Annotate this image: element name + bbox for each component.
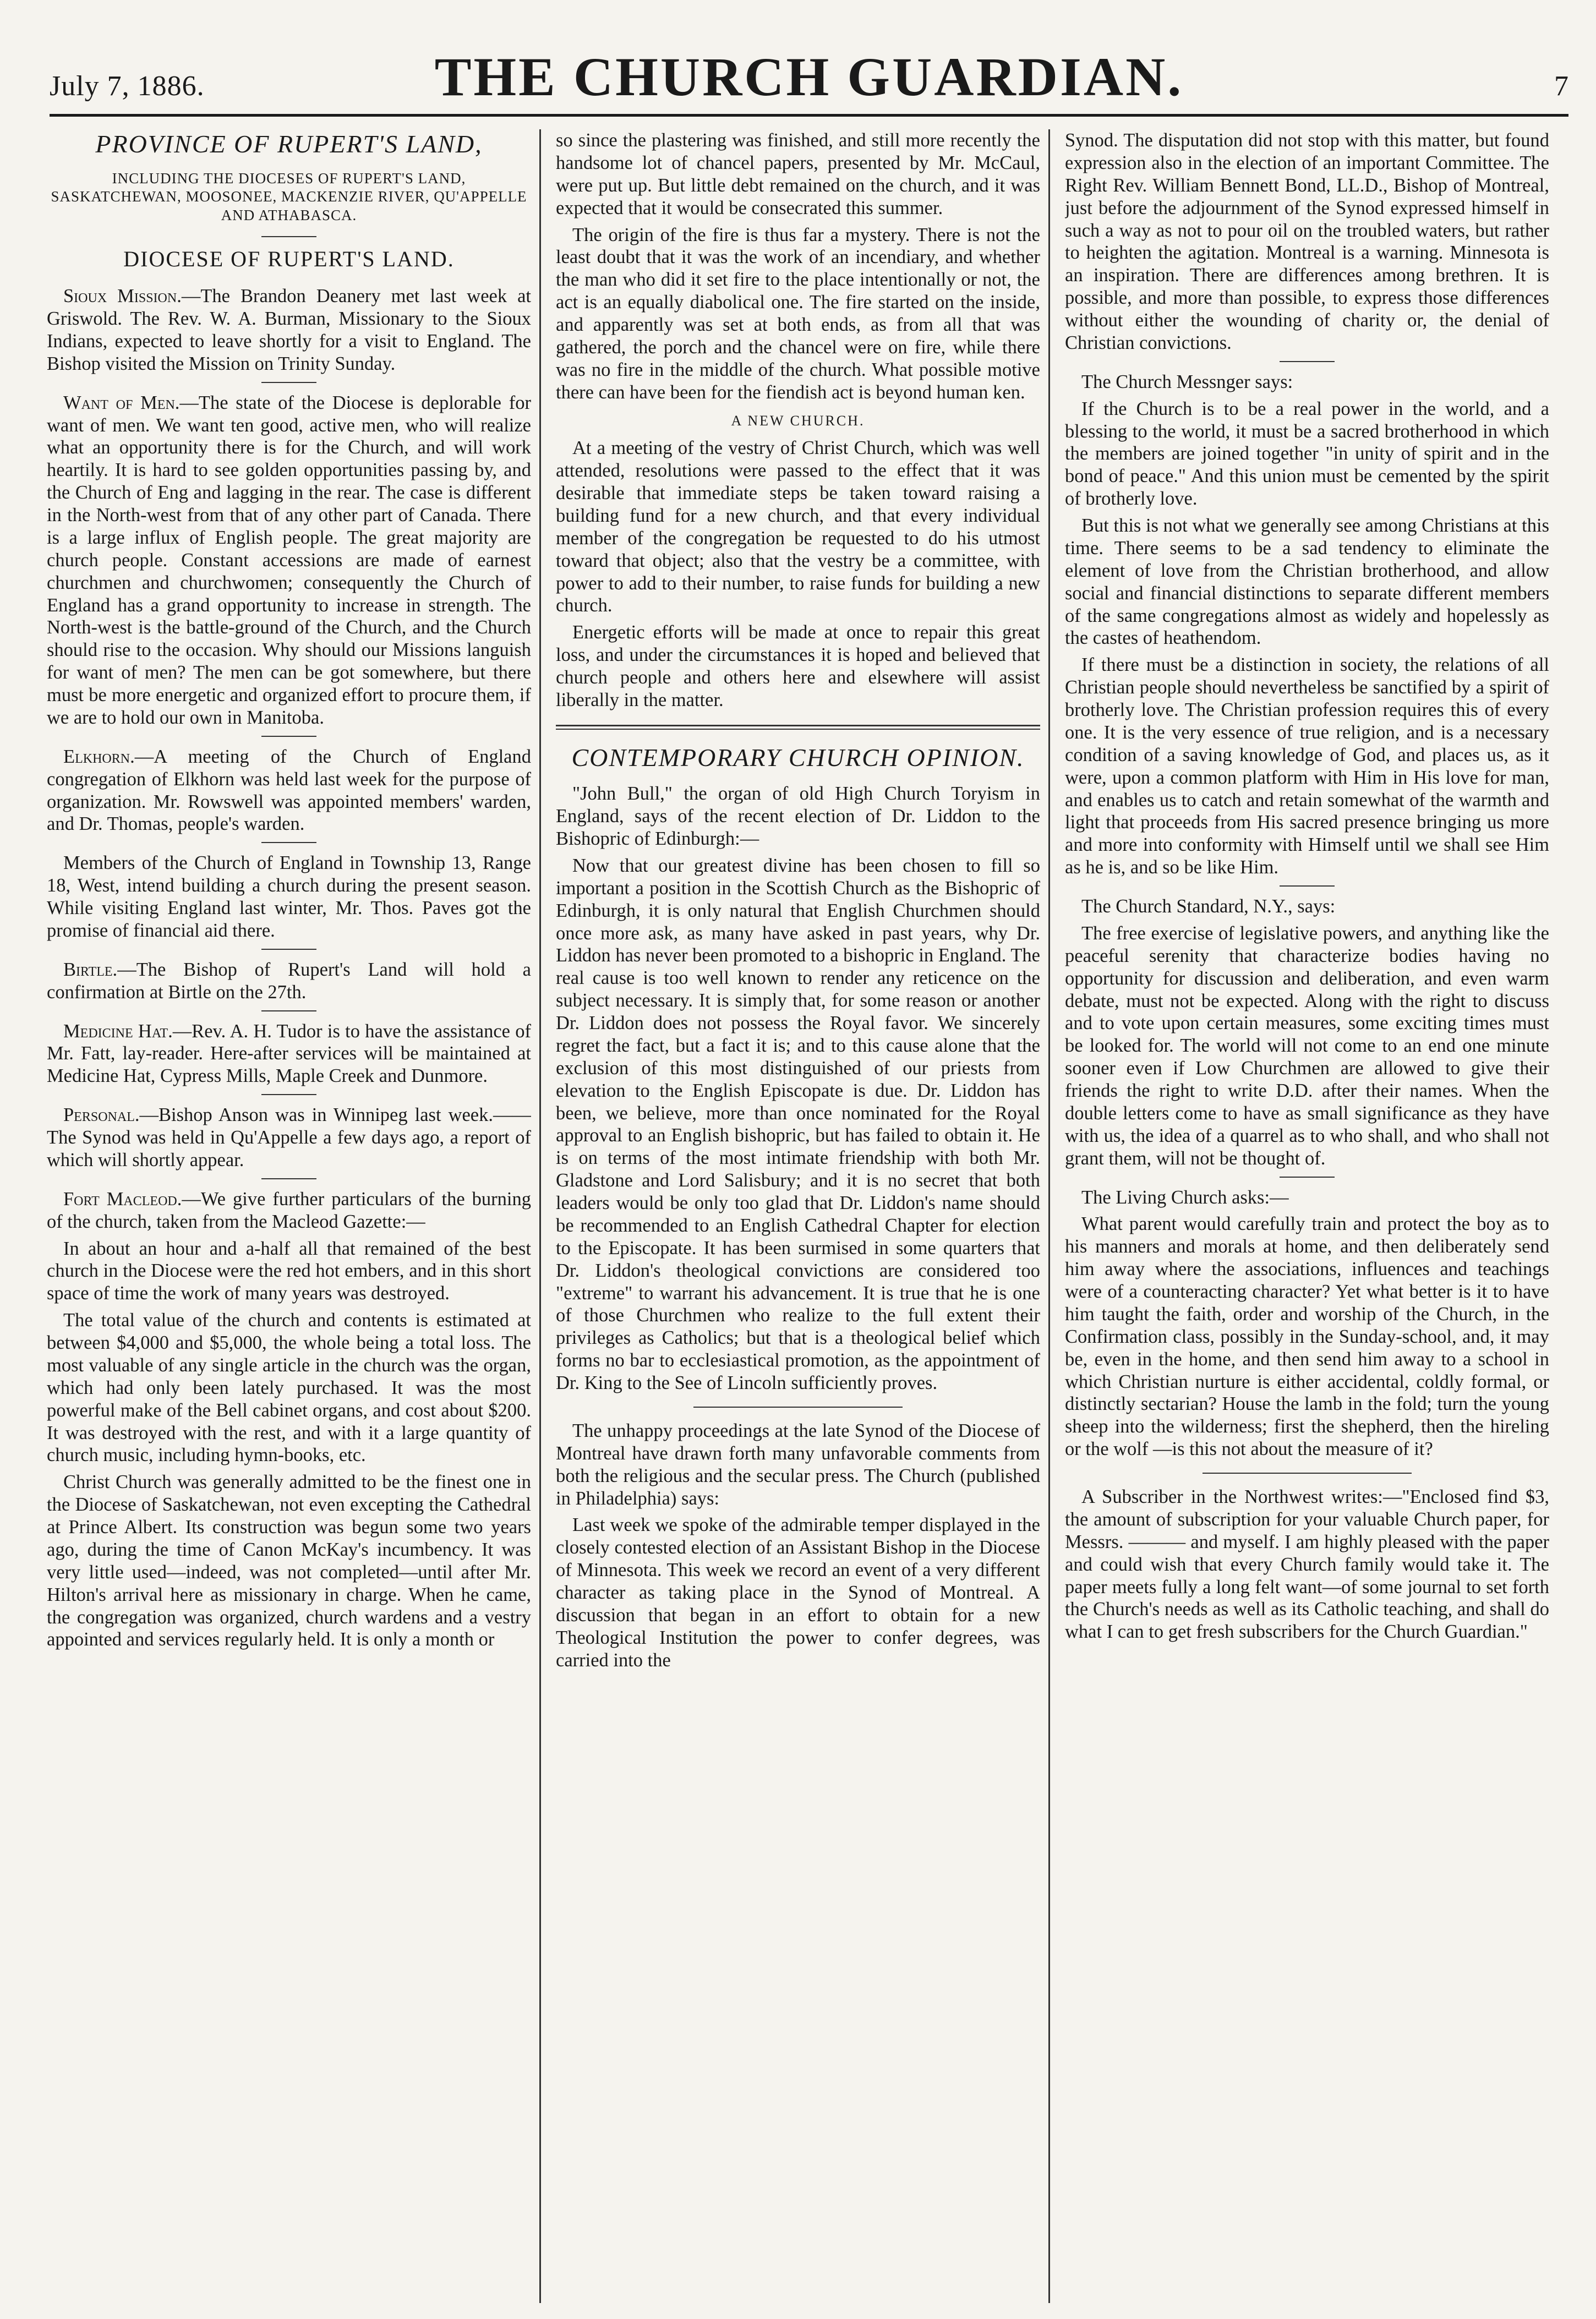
- messenger-quote: But this is not what we generally see among Christians at this time. There seems to be a sad tendency to eliminate the element of love from the Christian brotherhood, and allow social and financial distinctions to separate different members of the same congregations almost as widely and hopelessly as the castes of heathendom.: [1065, 515, 1549, 649]
- news-item-lead: Sioux Mission.: [63, 286, 182, 307]
- news-item: [47, 1188, 531, 1233]
- montreal-paragraph: The unhappy proceedings at the late Synod of the Diocese of Montreal have drawn forth many unfavorable comments from both the religious and the secular press. The Church (published in Philadelphia) says:: [556, 1420, 1040, 1509]
- column-divider: [1048, 129, 1050, 2303]
- news-item-text: —We give further particulars of the burning of the church, taken from the Macleod Gazette:—: [47, 1188, 531, 1232]
- montreal-quote-continued: Synod. The disputation did not stop with this matter, but found expression also in the election of an important Committee. The Right Rev. William Bennett Bond, LL.D., Bishop of Montreal, just before the adjournment of the Synod expressed himself in such a way as not to pour oil on the troubled waters, but rather to heighten the agitation. Montreal is a warning. Minnesota is an inspiration. There are differences among brethren. It is possible, and more than possible, to express those differences without either the wounding of charity or, the denial of Christian convictions.: [1065, 130, 1549, 353]
- divider: [261, 949, 316, 950]
- column-left: [47, 129, 531, 2303]
- divider: [261, 842, 316, 843]
- news-item-text: Members of the Church of England in Township 13, Range 18, West, intend building a church during the present season. While visiting England last winter, Mr. Thos. Paves got the promise of financial aid there.: [47, 852, 531, 941]
- divider: [1280, 1177, 1335, 1178]
- news-item: [47, 852, 531, 942]
- quoted-paragraph: In about an hour and a-half all that remained of the best church in the Diocese were the red hot embers, and in this short space of time the work of many years was destroyed.: [47, 1238, 531, 1304]
- news-item-text: —The Brandon Deanery met last week at Griswold. The Rev. W. A. Burman, Missionary to the Sioux Indians, expected to leave shortly for a visit to England. The Bishop visited the Mission on Trinity Sunday.: [47, 286, 531, 374]
- news-item-text: —The Bishop of Rupert's Land will hold a confirmation at Birtle on the 27th.: [47, 959, 531, 1003]
- news-item: [47, 746, 531, 836]
- diocese-heading: DIOCESE OF RUPERT'S LAND.: [123, 246, 455, 271]
- section-subtitle: INCLUDING THE DIOCESES OF RUPERT'S LAND, SASKATCHEWAN, MOOSONEE, MACKENZIE RIVER, QU'APPELLE AND ATHABASCA.: [51, 169, 527, 223]
- news-item-text: —The state of the Diocese is deplorable for want of men. We want ten good, active men, who will realize what an opportunity there is for the Church, and will work heartily. It is hard to see golden opportunities passing by, and the Church of Eng and lagging in the rear. The case is different in the North-west from that of any other part of Canada. There is a large influx of English people. The great majority are church people. Constant accessions are made of earnest churchmen and churchwomen; consequently the Church of England has a grand opportunity to increase in strength. The North-west is the battle-ground of the Church, and the Church should rise to the occasion. Why should our Missions languish for want of men? The men can be got somewhere, but there must be more energetic and organized effort to procure them, if we are to hold our own in Manitoba.: [47, 392, 531, 728]
- divider: [261, 1094, 316, 1095]
- news-item: [47, 285, 531, 375]
- living-church-quote: What parent would carefully train and protect the boy as to his manners and morals at home, and then deliberately send him away where the associations, influences and teachings were of a counteracting character? Yet what better is it to have him taught the faith, order and worship of the Church, in the Confirmation class, possibly in the Sunday-school, and, it may be, even in the home, and then send him away to a school in which Christian nurture is either accidental, coldly formal, or distinctly sectarian? House the lamb in the fold; turn the young sheep into the wilderness; first the shepherd, then the hireling or the wolf —is this not about the measure of it?: [1065, 1213, 1549, 1460]
- news-item-text: —Rev. A. H. Tudor is to have the assistance of Mr. Fatt, lay-reader. Here-after services will be maintained at Medicine Hat, Cypress Mills, Maple Creek and Dunmore.: [47, 1020, 531, 1087]
- column-divider: [539, 129, 541, 2303]
- section-title-opinion: CONTEMPORARY CHURCH OPINION.: [571, 743, 1025, 772]
- divider: [693, 1407, 903, 1408]
- news-item-lead: Elkhorn.: [63, 746, 135, 767]
- news-item-lead: Birtle.: [63, 959, 118, 980]
- masthead-rule: [50, 114, 1568, 117]
- opinion-intro: "John Bull," the organ of old High Church Toryism in England, says of the recent election of Dr. Liddon to the Bishopric of Edinburgh:—: [556, 783, 1040, 850]
- living-church-intro: The Living Church asks:—: [1081, 1186, 1289, 1208]
- quoted-paragraph: At a meeting of the vestry of Christ Church, which was well attended, resolutions were passed to the effect that it was desirable that immediate steps be taken toward raising a building fund for a new church, and that every individual member of the congregation be requested to do his utmost toward that object; also that the vestry be a committee, with power to add to their number, to raise funds for building a new church.: [556, 437, 1040, 616]
- news-item: [47, 1104, 531, 1172]
- divider: [1280, 885, 1335, 887]
- column-right: [1065, 129, 1549, 2303]
- subscriber-letter: A Subscriber in the Northwest writes:—"Enclosed find $3, the amount of subscription for your valuable Church paper, for Messrs. ——— and myself. I am highly pleased with the paper and could wish that every Church family would take it. The paper meets fully a long felt want—of some journal to set forth the Church's needs as well as its Catholic teaching, and shall do what I can to get fresh subscribers for the Church Guardian.": [1065, 1486, 1549, 1643]
- quoted-paragraph: Energetic efforts will be made at once to repair this great loss, and under the circumstances it is hoped and believed that church people and others here and elsewhere will assist liberally in the matter.: [556, 622, 1040, 710]
- divider: [261, 1010, 316, 1011]
- section-divider: [556, 725, 1040, 730]
- subheading-new-church: A NEW CHURCH.: [731, 412, 865, 429]
- newspaper-title: THE CHURCH GUARDIAN.: [434, 46, 1184, 107]
- messenger-quote: If there must be a distinction in society, the relations of all Christian people should nevertheless be sanctified by a spirit of brotherly love. The Christian profession requires this of every one. It is the very essence of true religion, and is a necessary condition of a saving knowledge of God, and places us, as it were, upon a common platform with Him in His love for man, and enables us to catch and retain somewhat of the warmth and light that proceeds from His sacred presence bringing us more and more into conformity with Himself until we shall see Him as he is, and so be like Him.: [1065, 654, 1549, 878]
- news-item-text: —A meeting of the Church of England congregation of Elkhorn was held last week for the purpose of organization. Mr. Rowswell was appointed members' warden, and Dr. Thomas, people's warden.: [47, 746, 531, 835]
- quoted-paragraph: Christ Church was generally admitted to be the finest one in the Diocese of Saskatchewan, not even excepting the Cathedral at Prince Albert. Its construction was begun some two years ago, during the time of Canon McKay's incumbency. It was very little used—indeed, was not completed—until after Mr. Hilton's arrival here as missionary in charge. When he came, the congregation was organized, church wardens and a vestry appointed and services regularly held. It is only a month or: [47, 1472, 531, 1650]
- news-item-lead: Fort Macleod.: [63, 1188, 182, 1210]
- page-number: 7: [1554, 70, 1568, 102]
- opinion-quote: Now that our greatest divine has been chosen to fill so important a position in the Scottish Church as the Bishopric of Edinburgh, it is only natural that English Churchmen should once more ask, as many have asked in past years, why Dr. Liddon has never been promoted to a bishopric in England. The real cause is too well known to render any reticence on the subject necessary. It is simply that, for some reason or another Dr. Liddon does not possess the Royal favor. We sincerely regret the fact, but a fact it is; and to this cause alone that the exclusion of this most distinguished of our priests from elevation to the English Episcopate is due. Dr. Liddon has been, we believe, more than once nominated for the Royal approval to an English bishopric, but has failed to obtain it. He is on terms of the most intimate friendship with both Mr. Gladstone and Lord Salisbury; and it is no secret that both leaders would be only too glad that Dr. Liddon's name should be recommended to an English Cathedral Chapter for election to the Episcopate. It has been surmised in some quarters that Dr. Liddon's theological convictions are considered too "extreme" to warrant his advancement. It is true that he is one of those Churchmen who realize to the full extent their privileges as Catholics; but that is a theological belief which forms no bar to ecclesiastical promotion, as the appointment of Dr. King to the See of Lincoln sufficiently proves.: [556, 855, 1040, 1394]
- divider: [1203, 1473, 1412, 1474]
- quoted-paragraph: The origin of the fire is thus far a mystery. There is not the least doubt that it was the work of an incendiary, and whether the man who did it set fire to the place intentionally or not, the act is an equally diabolical one. The fire started on the inside, and apparently was set at both ends, as from all that was gathered, the porch and the chancel were on fire, while there was no fire in the middle of the church. What possible motive there can have been for the fiendish act is beyond human ken.: [556, 224, 1040, 403]
- quoted-paragraph: so since the plastering was finished, and still more recently the handsome lot of chancel papers, presented by Mr. McCaul, were put up. But little debt remained on the church, and it was expected that it would be consecrated this summer.: [556, 130, 1040, 218]
- section-title-province: PROVINCE OF RUPERT'S LAND,: [95, 130, 483, 158]
- issue-date: July 7, 1886.: [50, 70, 205, 102]
- news-item-lead: Medicine Hat.: [63, 1020, 173, 1042]
- news-item: [47, 959, 531, 1004]
- news-item-lead: Want of Men.: [63, 392, 180, 413]
- divider: [261, 736, 316, 737]
- divider: [261, 382, 316, 383]
- montreal-quote: Last week we spoke of the admirable temper displayed in the closely contested election of an Assistant Bishop in the Diocese of Minnesota. This week we record an event of a very different character as taking place in the Synod of Montreal. A discussion that began in an effort to obtain for a new Theological Institution the power to confer degrees, was carried into the: [556, 1514, 1040, 1671]
- divider: [261, 1178, 316, 1179]
- news-item-text: —Bishop Anson was in Winnipeg last week.——The Synod was held in Qu'Appelle a few days ago, a report of which will shortly appear.: [47, 1104, 531, 1171]
- news-item: [47, 392, 531, 729]
- news-item-lead: Personal.: [63, 1104, 140, 1126]
- news-item: [47, 1020, 531, 1088]
- standard-intro: The Church Standard, N.Y., says:: [1081, 896, 1336, 917]
- column-middle: [556, 129, 1040, 2303]
- messenger-intro: The Church Messnger says:: [1081, 371, 1293, 392]
- divider: [261, 236, 316, 237]
- standard-quote: The free exercise of legislative powers, and anything like the peaceful serenity that characterize bodies having no opportunity for discussion and deliberation, and even warm debate, must not be expected. Along with the right to discuss and to vote upon certain measures, some exciting times must be looked for. The world will not come to an end one minute sooner even if Low Churchmen are allowed to give their friends the right to write D.D. after their names. When the double letters come to have as small significance as they have with us, the idea of a quarrel as to who shall, and who shall not grant them, will not be thought of.: [1065, 922, 1549, 1169]
- quoted-paragraph: The total value of the church and contents is estimated at between $4,000 and $5,000, the whole being a total loss. The most valuable of any single article in the church was the organ, which had only been lately purchased. It was the most powerful make of the Bell cabinet organs, and cost about $200. It was destroyed with the rest, and with it a large quantity of church music, including hymn-books, etc.: [47, 1310, 531, 1466]
- masthead: [50, 12, 1568, 111]
- messenger-quote: If the Church is to be a real power in the world, and a blessing to the world, it must be a sacred brotherhood in which the members are joined together "in unity of spirit and in the bond of peace." And this union must be cemented by the spirit of brotherly love.: [1065, 398, 1549, 510]
- divider: [1280, 361, 1335, 362]
